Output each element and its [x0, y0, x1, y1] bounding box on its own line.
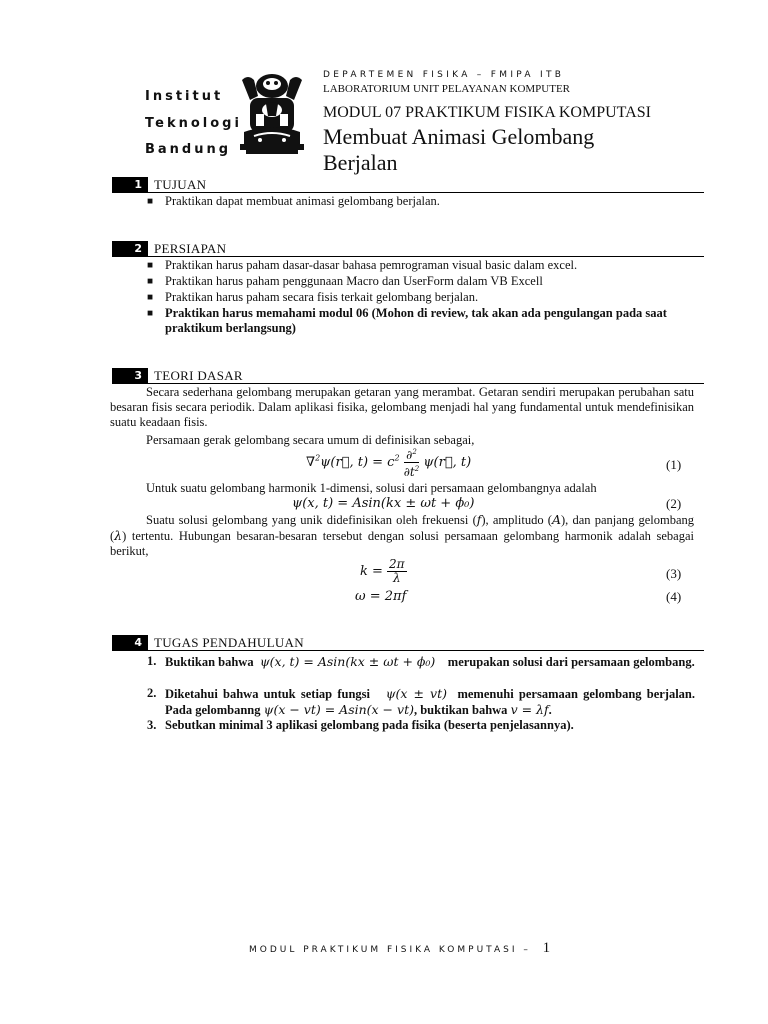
paragraph: Suatu solusi gelombang yang unik didefinisikan oleh frekuensi (f), amplitudo (A), dan panjang gelombang (λ) tertentu. Hubungan besaran-besaran tersebut dengan solusi persamaan gelombang harmonik adalah sebagai berikut,: [110, 512, 695, 558]
paragraph: Untuk suatu gelombang harmonik 1-dimensi, solusi dari persamaan gelombangnya adalah: [146, 481, 597, 495]
section-header-tujuan: [112, 177, 704, 193]
section-label: PERSIAPAN: [154, 241, 227, 256]
page-number: 1: [542, 940, 551, 956]
section-label: TUGAS PENDAHULUAN: [154, 635, 304, 650]
section-label: TUJUAN: [154, 177, 207, 192]
section-label: TEORI DASAR: [154, 368, 243, 383]
section-number: 3: [112, 368, 148, 383]
page-footer: MODUL PRAKTIKUM FISIKA KOMPUTASI – 1: [249, 940, 551, 956]
bullet-icon: ■: [147, 196, 154, 207]
section-header-teori-dasar: [112, 368, 704, 384]
bullet-icon: ■: [147, 308, 154, 319]
paragraph: Persamaan gerak gelombang secara umum di definisikan sebagai,: [146, 433, 475, 447]
section-number: 2: [112, 241, 148, 256]
department-header: DEPARTEMEN FISIKA – FMIPA ITB: [323, 70, 565, 80]
title-line-1: Membuat Animasi Gelombang: [323, 124, 595, 149]
bullet-icon: ■: [147, 292, 154, 303]
section-number: 4: [112, 635, 148, 650]
equation-3: k = $\frac{2\pi}{\lambda}$: [360, 557, 405, 585]
bullet-icon: ■: [147, 276, 154, 287]
bullet-icon: ■: [147, 260, 154, 271]
equation-4: ω = 2πf: [355, 589, 407, 604]
equation-number: (3): [666, 566, 682, 581]
equation-number: (2): [666, 496, 682, 511]
lab-header: LABORATORIUM UNIT PELAYANAN KOMPUTER: [323, 83, 571, 95]
document-title: [323, 124, 683, 176]
module-title: MODUL 07 PRAKTIKUM FISIKA KOMPUTASI: [323, 104, 651, 121]
equation-number: (1): [666, 457, 682, 472]
itb-word-institut: Institut: [145, 89, 224, 104]
equation-2: ψ(x, t) = Asin(kx ± ωt + ϕ₀): [292, 496, 475, 511]
equation-number: (4): [666, 589, 682, 604]
title-line-2: Berjalan: [323, 150, 398, 175]
itb-word-teknologi: Teknologi: [145, 116, 242, 131]
section-header-tugas-pendahuluan: [112, 635, 704, 651]
itb-ganesha-logo-icon: [236, 70, 308, 162]
section-header-persiapan: [112, 241, 704, 257]
equation-1: ∇$^2$ψ(r⃗, $t) = c^2$ $\frac{\partial^2}{\partial t^2}$ ψ(r⃗, t): [306, 448, 472, 479]
section-number: 1: [112, 177, 148, 192]
paragraph: Secara sederhana gelombang merupakan getaran yang merambat. Getaran sendiri merupakan perubahan satu besaran fisis secara periodik. Dalam aplikasi fisika, gelombang menjadi hal yang fundamental untuk mendefinisikan suatu keadaan fisis.: [110, 385, 694, 429]
itb-word-bandung: Bandung: [145, 142, 232, 157]
